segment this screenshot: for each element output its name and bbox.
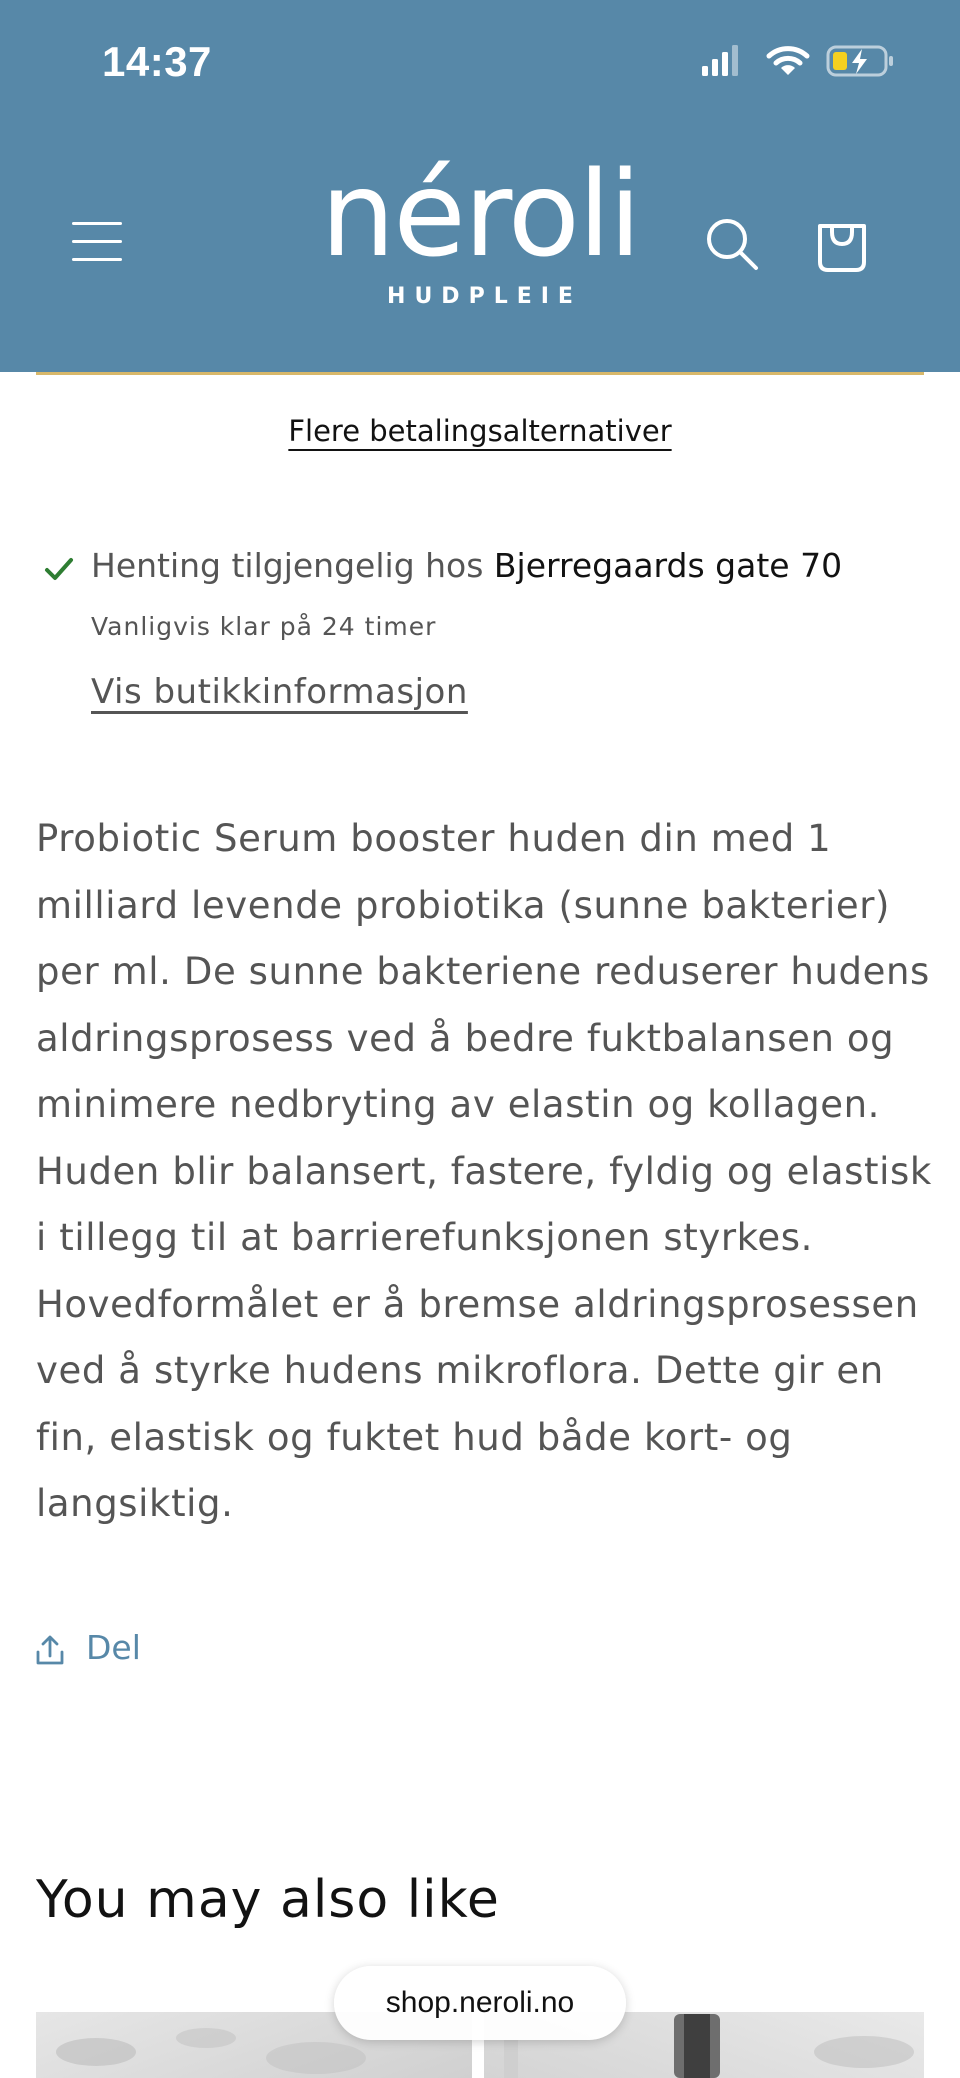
accent-divider [36, 372, 924, 375]
product-description: Probiotic Serum booster huden din med 1 milliard levende probiotika (sunne bakterier) per ml. De sunne bakteriene reduserer hudens aldringsprosess ved å bedre fuktbalansen og minimere nedbryting av elastin og kollagen. Huden blir balansert, fastere, fyldig og elastisk i tillegg til at barrierefunksjonen styrkes. Hovedformålet er å bremse aldringsprosessen ved å styrke hudens mikroflora. Dette gir en fin, elastisk og fuktet hud både kort- og langsiktig. [36, 817, 932, 1525]
recommendations-title: You may also like [36, 1870, 500, 1930]
menu-button[interactable] [72, 218, 122, 264]
hamburger-menu-icon-line [72, 258, 122, 261]
search-icon[interactable] [704, 216, 760, 272]
wifi-icon [766, 44, 810, 78]
pickup-text [91, 546, 842, 585]
status-bar-time: 14:37 [102, 38, 212, 85]
more-payment-options-link[interactable]: Flere betalingsalternativer [288, 414, 672, 448]
share-icon [34, 1634, 66, 1666]
pickup-ready-note: Vanligvis klar på 24 timer [91, 612, 437, 641]
store-info-link[interactable]: Vis butikkinformasjon [91, 672, 468, 712]
signal-icon [700, 44, 740, 78]
logo-subtitle: HUDPLEIE [387, 284, 582, 309]
browser-url-bar[interactable]: shop.neroli.no [334, 1966, 626, 2040]
hamburger-menu-icon [72, 222, 122, 225]
cart-icon[interactable] [812, 214, 872, 274]
logo-text: néroli [320, 145, 640, 283]
pickup-location: Bjerregaards gate 70 [493, 546, 843, 585]
check-icon [44, 554, 74, 584]
pickup-prefix: Henting tilgjengelig hos [91, 546, 494, 585]
site-logo[interactable] [290, 145, 670, 335]
share-label: Del [86, 1628, 141, 1667]
battery-charging-icon [826, 44, 896, 78]
site-header [0, 0, 960, 372]
hamburger-menu-icon-line [72, 240, 122, 243]
